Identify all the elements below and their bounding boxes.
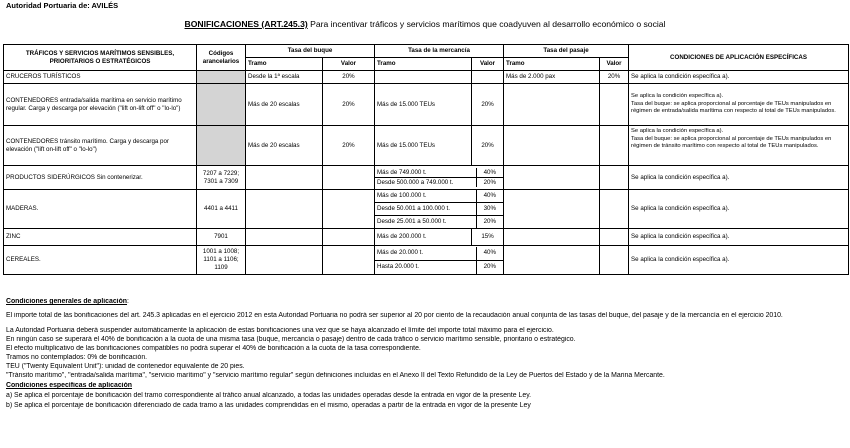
especificas-title: Condiciones específicas de aplicación bbox=[6, 382, 132, 389]
row-cond: Se aplica la condición específica a). bbox=[629, 229, 849, 246]
pasaje-tramo bbox=[504, 246, 600, 275]
merc-tramo: Más de 15.000 TEUs bbox=[375, 84, 472, 126]
page-title bbox=[0, 19, 850, 29]
note-line: TEU ("Twenty Equivalent Unit"): unidad de contenedor equivalente de 20 pies. bbox=[6, 363, 245, 370]
merc-tramos bbox=[375, 190, 504, 229]
row-codes: 4401 a 4411 bbox=[197, 190, 246, 229]
buque-tramo bbox=[246, 246, 323, 275]
notes-section bbox=[6, 298, 846, 409]
merc-tramo: Desde 500.000 a 749.000 t. bbox=[375, 178, 476, 188]
pasaje-tramo bbox=[504, 166, 600, 190]
pasaje-tramo: Más de 2.000 pax bbox=[504, 71, 600, 84]
pasaje-valor bbox=[600, 229, 629, 246]
table-row bbox=[4, 190, 849, 229]
row-name: CEREALES. bbox=[4, 246, 197, 275]
pasaje-valor bbox=[600, 246, 629, 275]
merc-valor: 15% bbox=[472, 229, 504, 246]
merc-tramos bbox=[375, 246, 504, 275]
col-condiciones: CONDICIONES DE APLICACIÓN ESPECÍFICAS bbox=[629, 45, 849, 71]
row-codes: 1001 a 1008; 1101 a 1106; 1109 bbox=[197, 246, 246, 275]
row-name: MADERAS. bbox=[4, 190, 197, 229]
merc-tramo: Más de 20.000 t. bbox=[377, 249, 424, 256]
merc-valor: 40% bbox=[476, 247, 503, 261]
pasaje-valor bbox=[600, 166, 629, 190]
buque-valor bbox=[323, 190, 375, 229]
sub-valor: Valor bbox=[323, 58, 375, 71]
pasaje-valor bbox=[600, 190, 629, 229]
note-line: En ningún caso se superará el 40% de bonificación a la cuota de una misma tasa (buque, mercancía o pasaje) dentro de cada tráfico o servicio marítimo sensible, prioritario o estratégico. bbox=[6, 336, 576, 343]
row-codes bbox=[197, 84, 246, 126]
header-authority: Autoridad Portuaria de: AVILÉS bbox=[6, 1, 119, 10]
title-bold: BONIFICACIONES (ART.245.3) bbox=[184, 19, 308, 29]
buque-valor: 20% bbox=[323, 126, 375, 166]
note-line: a) Se aplica el porcentaje de bonificación del tramo correspondiente al tráfico anual alcanzado, a todas las unidades operadas desde la entrada en vigor de la presente Ley. bbox=[6, 392, 532, 399]
tramo-row bbox=[375, 203, 503, 216]
merc-tramo bbox=[375, 71, 472, 84]
table-row bbox=[4, 84, 849, 126]
pasaje-tramo bbox=[504, 229, 600, 246]
merc-valor: 40% bbox=[476, 168, 503, 178]
buque-valor bbox=[323, 246, 375, 275]
buque-valor: 20% bbox=[323, 71, 375, 84]
note-line: "Tránsito marítimo", "entrada/salida marítima", "servicio marítimo" y "servicio marítimo regular" según definiciones incluidas en el Anexo II del Texto Refundido de la Ley de Puertos del Estado y de la Marina Mercante. bbox=[6, 372, 665, 379]
pasaje-valor bbox=[600, 84, 629, 126]
row-cond bbox=[629, 126, 849, 166]
generales-colon: : bbox=[127, 298, 129, 305]
merc-tramo: Desde 50.001 a 100.000 t. bbox=[375, 203, 476, 216]
buque-tramo bbox=[246, 229, 323, 246]
merc-tramo: Más de 100.000 t. bbox=[377, 192, 427, 199]
pasaje-tramo bbox=[504, 84, 600, 126]
generales-title: Condiciones generales de aplicación bbox=[6, 298, 128, 305]
col-traficos: TRÁFICOS Y SERVICIOS MARÍTIMOS SENSIBLES, PRIORITARIOS O ESTRATÉGICOS bbox=[4, 45, 197, 71]
row-cond: Se aplica la condición específica a). bbox=[629, 166, 849, 190]
row-cond: Se aplica la condición específica a). bbox=[629, 246, 849, 275]
row-name: CONTENEDORES entrada/salida marítima en servicio marítimo regular. Carga y descarga por elevación ("lift on-lift off" o "lo-lo") bbox=[4, 84, 197, 126]
row-name: CRUCEROS TURÍSTICOS bbox=[4, 71, 197, 84]
title-rest: Para incentivar tráficos y servicios marítimos que coadyuven al desarrollo económico o social bbox=[307, 19, 666, 29]
row-name: PRODUCTOS SIDERÚRGICOS Sin contenerizar. bbox=[4, 166, 197, 190]
col-pasaje: Tasa del pasaje bbox=[504, 45, 629, 58]
tramo-row bbox=[375, 260, 503, 274]
pasaje-valor: 20% bbox=[600, 71, 629, 84]
tramo-row bbox=[375, 190, 503, 203]
row-codes: 7207 a 7229; 7301 a 7309 bbox=[197, 166, 246, 190]
merc-valor: 30% bbox=[476, 203, 503, 216]
merc-tramo: Hasta 20.000 t. bbox=[375, 260, 476, 274]
row-cond: Se aplica la condición específica a). bbox=[629, 190, 849, 229]
merc-valor: 20% bbox=[476, 260, 503, 274]
col-codigos: Códigos arancelarios bbox=[197, 45, 246, 71]
table-row bbox=[4, 126, 849, 166]
cond-line: Se aplica la condición específica a). bbox=[631, 128, 724, 134]
sub-valor: Valor bbox=[600, 58, 629, 71]
buque-tramo: Más de 20 escalas bbox=[246, 126, 323, 166]
buque-tramo bbox=[246, 190, 323, 229]
merc-tramo: Más de 200.000 t. bbox=[375, 229, 472, 246]
cond-line: Tasa del buque: se aplica proporcional al porcentaje de TEUs manipulados en régimen de tránsito marítimo con respecto al total de TEUs manipulados. bbox=[631, 135, 832, 149]
table-row bbox=[4, 246, 849, 275]
tramo-row bbox=[375, 247, 503, 261]
tramo-row bbox=[375, 178, 503, 188]
table-row bbox=[4, 229, 849, 246]
note-line: La Autoridad Portuaria deberá suspender automáticamente la aplicación de estas bonificaciones una vez que se haya alcanzado el límite del importe total máximo para el ejercicio. bbox=[6, 327, 554, 334]
note-line: Tramos no contemplados: 0% de bonificación. bbox=[6, 354, 148, 361]
merc-valor: 20% bbox=[472, 84, 504, 126]
tramo-row bbox=[375, 168, 503, 178]
sub-valor: Valor bbox=[472, 58, 504, 71]
buque-valor bbox=[323, 166, 375, 190]
cond-line: Tasa del buque: se aplica proporcional al porcentaje de TEUs manipulados en régimen de entrada/salida marítima con respecto al total de TEUs manipulados. bbox=[631, 100, 836, 114]
note-line: b) Se aplica el porcentaje de bonificación diferenciado de cada tramo a las unidades comprendidas en el mismo, operadas a partir de la entrada en vigor de la presente Ley bbox=[6, 402, 531, 409]
col-buque: Tasa del buque bbox=[246, 45, 375, 58]
merc-valor: 20% bbox=[472, 126, 504, 166]
row-name: CONTENEDORES tránsito marítimo. Carga y descarga por elevación ("lift on-lift off" o "lo-lo") bbox=[4, 126, 197, 166]
pasaje-valor bbox=[600, 126, 629, 166]
tramo-row bbox=[375, 216, 503, 229]
merc-tramo: Desde 25.001 a 50.000 t. bbox=[375, 216, 476, 229]
note-line: El importe total de las bonificaciones del art. 245.3 aplicadas en el ejercicio 2012 en esta Autoridad Portuaria no podrá ser superior al 20 por ciento de la recaudación anual conjunta de las tasas del buque, del pasaje y de la mercancía en el ejercicio 2010. bbox=[6, 312, 783, 319]
row-name: ZINC bbox=[4, 229, 197, 246]
pasaje-tramo bbox=[504, 190, 600, 229]
table-row bbox=[4, 166, 849, 190]
table-row bbox=[4, 71, 849, 84]
generales-heading bbox=[6, 298, 846, 305]
sub-tramo: Tramo bbox=[504, 58, 600, 71]
pasaje-tramo bbox=[504, 126, 600, 166]
buque-tramo: Más de 20 escalas bbox=[246, 84, 323, 126]
sub-tramo: Tramo bbox=[375, 58, 472, 71]
row-codes: 7901 bbox=[197, 229, 246, 246]
row-codes bbox=[197, 71, 246, 84]
merc-valor bbox=[472, 71, 504, 84]
buque-tramo bbox=[246, 166, 323, 190]
bonificaciones-table bbox=[3, 44, 849, 275]
buque-tramo: Desde la 1ª escala bbox=[246, 71, 323, 84]
row-cond bbox=[629, 84, 849, 126]
buque-valor: 20% bbox=[323, 84, 375, 126]
row-cond: Se aplica la condición específica a). bbox=[629, 71, 849, 84]
col-mercancia: Tasa de la mercancía bbox=[375, 45, 504, 58]
note-line: El efecto multiplicativo de las bonificaciones compatibles no podrá superar el 40% de bonificación a la cuota de la tasa correspondiente. bbox=[6, 345, 421, 352]
merc-valor: 20% bbox=[476, 216, 503, 229]
merc-tramo: Más de 15.000 TEUs bbox=[375, 126, 472, 166]
row-codes bbox=[197, 126, 246, 166]
sub-tramo: Tramo bbox=[246, 58, 323, 71]
merc-tramos bbox=[375, 166, 504, 190]
merc-tramo: Más de 749.000 t. bbox=[377, 168, 427, 176]
merc-valor: 40% bbox=[476, 190, 503, 203]
cond-line: Se aplica la condición específica a). bbox=[631, 93, 724, 99]
buque-valor bbox=[323, 229, 375, 246]
merc-valor: 20% bbox=[476, 178, 503, 188]
